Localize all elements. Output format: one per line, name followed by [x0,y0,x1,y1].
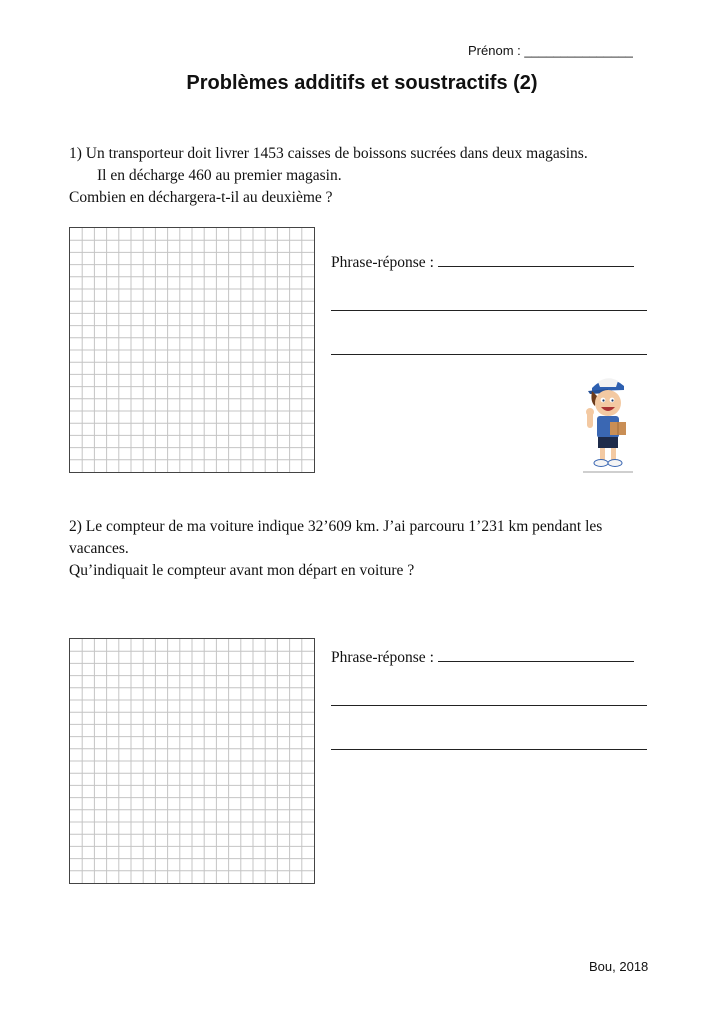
answer-line[interactable] [331,737,647,750]
delivery-boy-icon [578,372,638,477]
prenom-field[interactable] [468,43,633,58]
answer-row-1 [331,649,634,667]
problem-1-line-3: Combien en déchargera-t-il au deuxième ? [69,189,333,206]
answer-line[interactable] [331,693,647,706]
answer-row-2 [331,298,647,316]
answer-label: Phrase-réponse : [331,254,434,271]
page-title: Problèmes additifs et soustractifs (2) [186,72,538,94]
prenom-blank: _______________ [524,43,633,58]
answer-line[interactable] [331,298,647,311]
problem-2-line-2: vacances. [69,540,129,557]
delivery-boy-illustration [578,372,638,477]
answer-label: Phrase-réponse : [331,649,434,666]
problem-2-line-3: Qu’indiquait le compteur avant mon départ en voiture ? [69,562,415,579]
answer-line[interactable] [438,649,634,662]
problem-1-line-2: Il en décharge 460 au premier magasin. [97,167,342,184]
answer-row-3 [331,737,647,755]
grid-lines [70,228,314,472]
grid-lines [70,639,314,883]
answer-line[interactable] [438,254,634,267]
problem-1-statement [69,143,588,209]
problem-1-work-grid[interactable] [69,227,315,473]
prenom-label: Prénom : [468,43,521,58]
answer-row-1 [331,254,634,272]
problem-2-line-1: 2) Le compteur de ma voiture indique 32’609 km. J’ai parcouru 1’231 km pendant les [69,518,603,535]
problem-1-line-1: 1) Un transporteur doit livrer 1453 caisses de boissons sucrées dans deux magasins. [69,145,588,162]
problem-2-statement [69,516,602,582]
answer-row-2 [331,693,647,711]
footer-credit: Bou, 2018 [589,959,649,974]
problem-2-work-grid[interactable] [69,638,315,884]
answer-row-3 [331,342,647,360]
answer-line[interactable] [331,342,647,355]
